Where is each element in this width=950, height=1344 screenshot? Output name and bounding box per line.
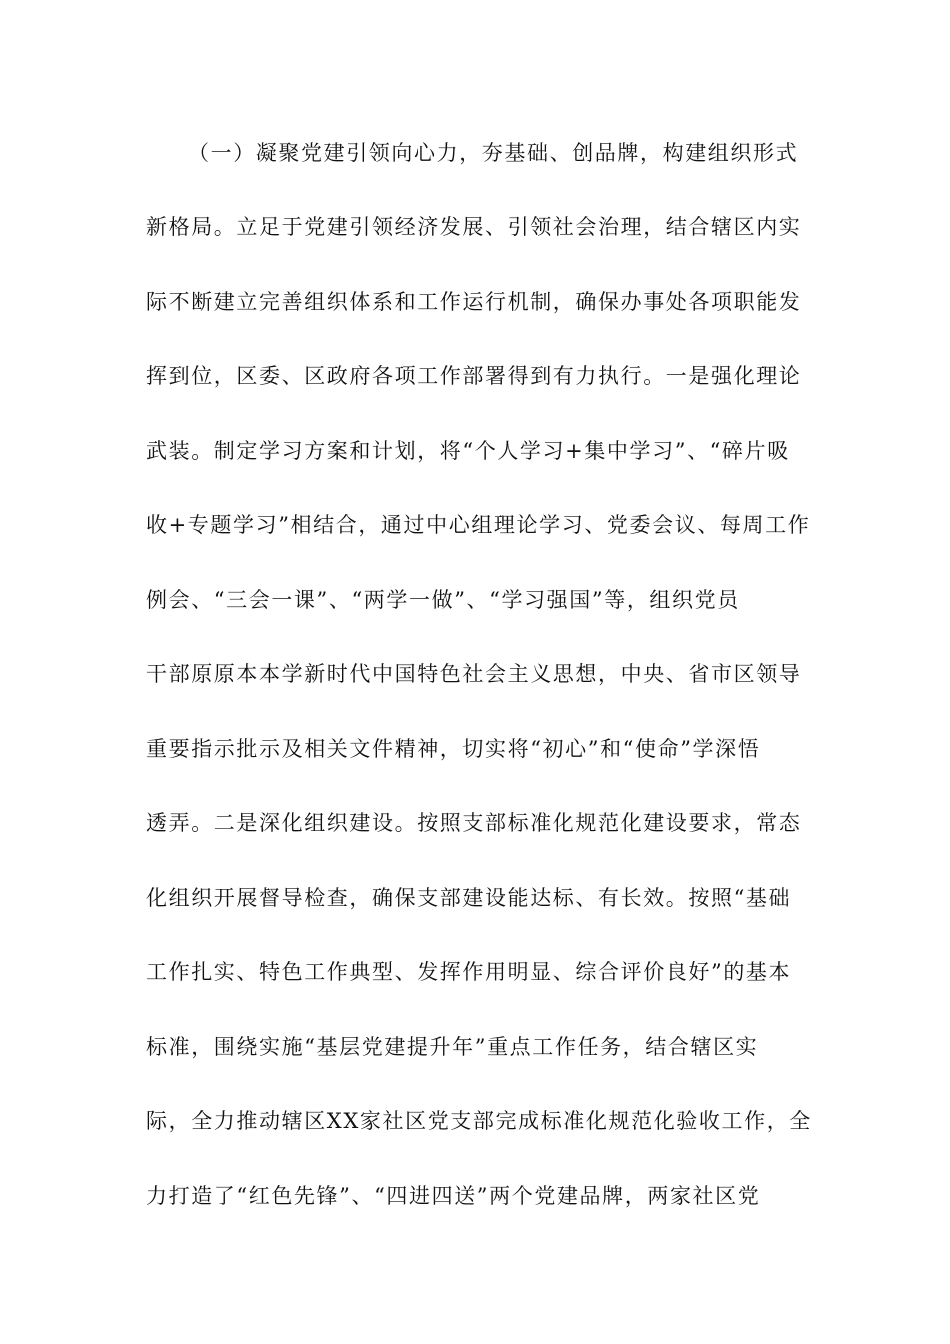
paragraph-line-12: 工作扎实、特色工作典型、发挥作用明显、综合评价良好”的基本	[146, 960, 792, 984]
paragraph-line-9: 重要指示批示及相关文件精神，切实将“初心”和“使命”学深悟	[146, 737, 761, 761]
paragraph-line-13: 标准，围绕实施“基层党建提升年”重点工作任务，结合辖区实	[146, 1035, 759, 1059]
paragraph-line-1: （一）凝聚党建引领向心力，夯基础、创品牌，构建组织形式	[188, 141, 799, 165]
paragraph-line-15: 力打造了“红色先锋”、“四进四送”两个党建品牌，两家社区党	[146, 1184, 761, 1208]
paragraph-line-6: 收+专题学习”相结合，通过中心组理论学习、党委会议、每周工作	[146, 513, 811, 537]
paragraph-line-5: 武装。制定学习方案和计划，将“个人学习+集中学习”、“碎片吸	[146, 439, 790, 463]
paragraph-line-7: 例会、“三会一课”、“两学一做”、“学习强国”等，组织党员	[146, 588, 740, 612]
paragraph-line-8: 干部原原本本学新时代中国特色社会主义思想，中央、省市区领导	[146, 662, 802, 686]
paragraph-line-3: 际不断建立完善组织体系和工作运行机制，确保办事处各项职能发	[146, 290, 802, 314]
paragraph-line-10: 透弄。二是深化组织建设。按照支部标准化规范化建设要求，常态	[146, 811, 802, 835]
paragraph-line-4: 挥到位，区委、区政府各项工作部署得到有力执行。一是强化理论	[146, 364, 802, 388]
paragraph-line-11: 化组织开展督导检查，确保支部建设能达标、有长效。按照“基础	[146, 886, 792, 910]
paragraph-line-2: 新格局。立足于党建引领经济发展、引领社会治理，结合辖区内实	[146, 215, 802, 239]
paragraph-line-14: 际，全力推动辖区XX家社区党支部完成标准化规范化验收工作，全	[146, 1109, 812, 1133]
